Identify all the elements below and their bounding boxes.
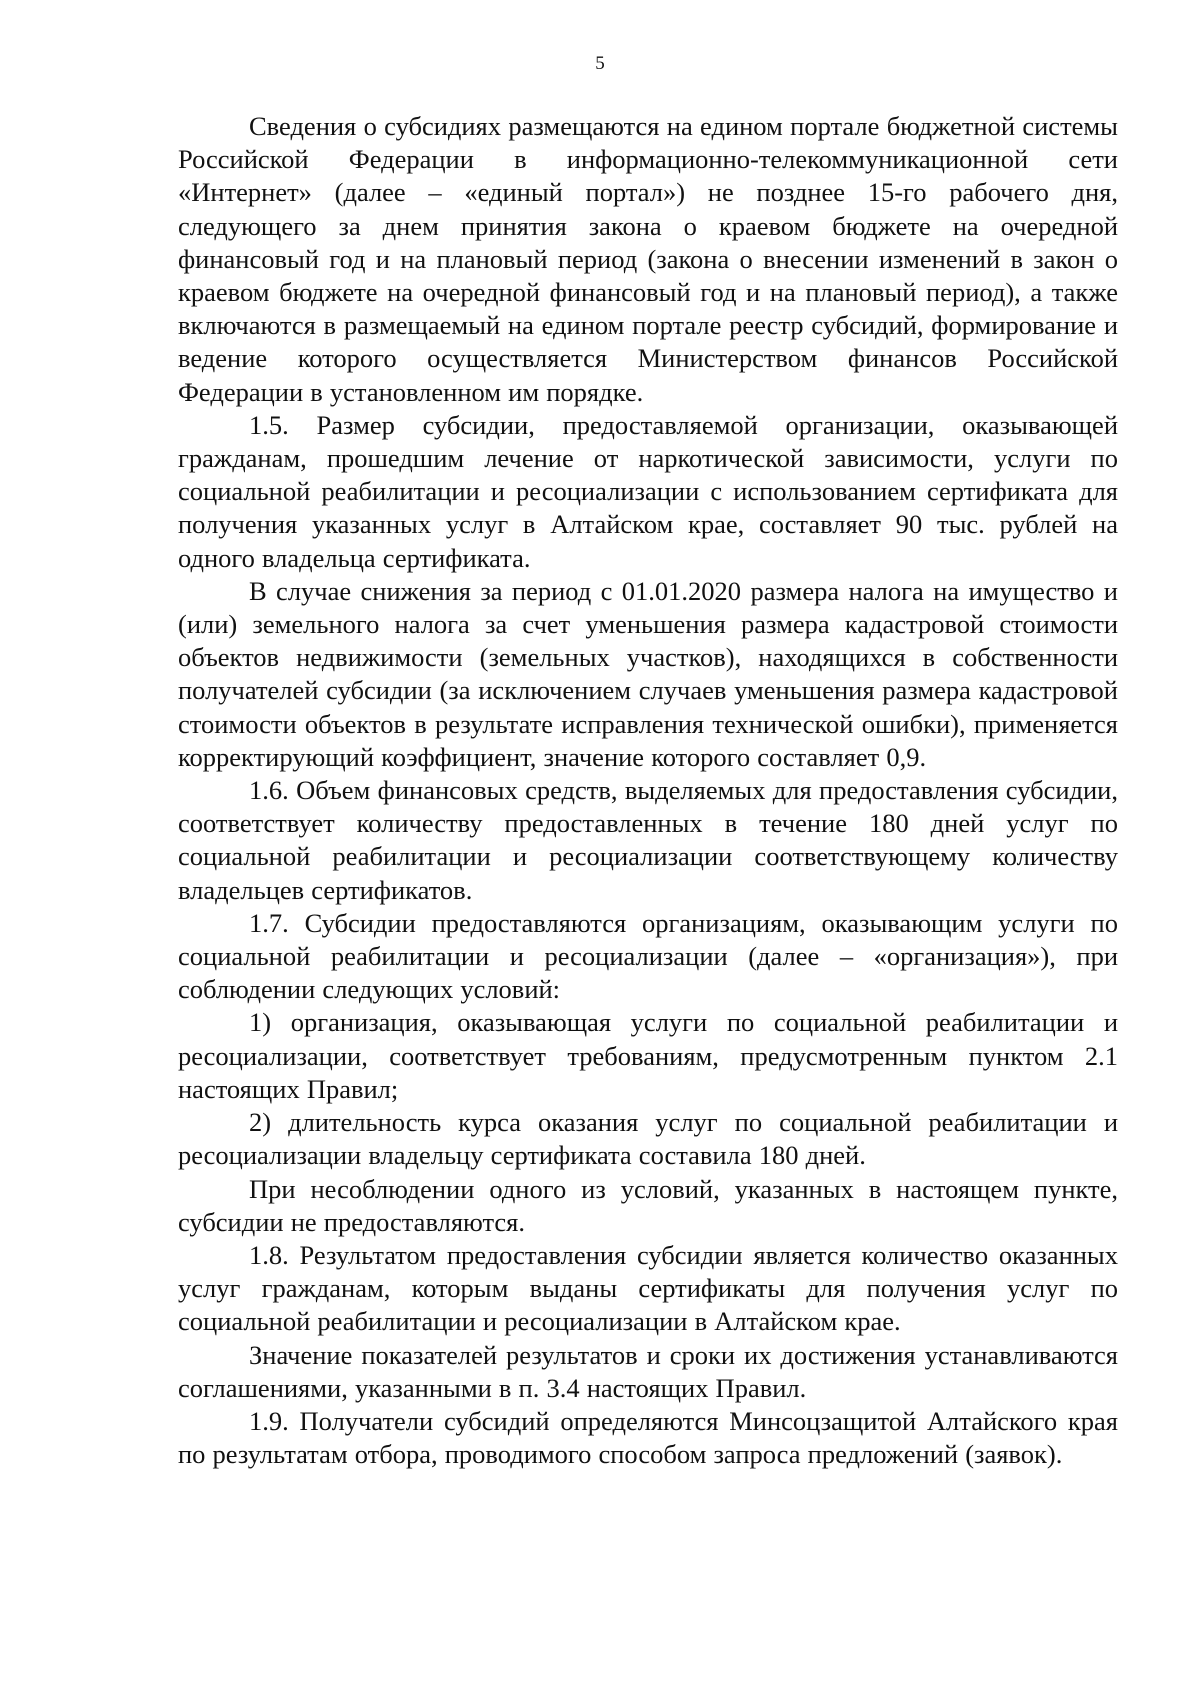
paragraph-condition-1: 1) организация, оказывающая услуги по социальной реабилитации и ресоциализации, соответствует требованиям, предусмотренным пунктом 2.1 настоящих Правил; (178, 1007, 1118, 1104)
paragraph-1-8-result: 1.8. Результатом предоставления субсидии является количество оказанных услуг гражданам, которым выданы сертификаты для получения услуг по социальной реабилитации и ресоциализации в Алтайском крае. (178, 1239, 1118, 1337)
paragraph-1-6-funding-volume: 1.6. Объем финансовых средств, выделяемых для предоставления субсидии, соответствует количеству предоставленных в течение 180 дней услуг по социальной реабилитации и ресоциализации соответствующему количеству владельцев сертификатов. (178, 775, 1118, 905)
paragraph-1-9-recipients: 1.9. Получатели субсидий определяются Минсоцзащитой Алтайского края по результатам отбора, проводимого способом запроса предложений (заявок). (178, 1405, 1118, 1470)
paragraph-1-7-conditions: 1.7. Субсидии предоставляются организациям, оказывающим услуги по социальной реабилитации и ресоциализации (далее – «организация»), при соблюдении следующих условий: (178, 907, 1118, 1005)
paragraph-1-5-subsidy-amount: 1.5. Размер субсидии, предоставляемой организации, оказывающей гражданам, прошедшим лечение от наркотической зависимости, услуги по социальной реабилитации и ресоциализации с использованием сертификата для получения указанных услуг в Алтайском крае, составляет 90 тыс. рублей на одного владельца сертификата. (178, 409, 1118, 573)
paragraph-condition-2: 2) длительность курса оказания услуг по социальной реабилитации и ресоциализации владельцу сертификата составила 180 дней. (178, 1107, 1118, 1171)
page-number: 5 (595, 53, 605, 74)
document-body (178, 110, 1118, 1471)
paragraph-indicators: Значение показателей результатов и сроки их достижения устанавливаются соглашениями, указанными в п. 3.4 настоящих Правил. (178, 1339, 1118, 1403)
paragraph-non-compliance: При несоблюдении одного из условий, указанных в настоящем пункте, субсидии не предоставляются. (178, 1173, 1118, 1237)
paragraph-correction-coefficient: В случае снижения за период с 01.01.2020 размера налога на имущество и (или) земельного налога за счет уменьшения размера кадастровой стоимости объектов недвижимости (земельных участков), находящихся в собственности получателей субсидии (за исключением случаев уменьшения размера кадастровой стоимости объектов в результате исправления технической ошибки), применяется корректирующий коэффициент, значение которого составляет 0,9. (178, 575, 1118, 772)
paragraph-subsidy-info-publication: Сведения о субсидиях размещаются на едином портале бюджетной системы Российской Федерации в информационно-телекоммуникационной сети «Интернет» (далее – «единый портал») не позднее 15-го рабочего дня, следующего за днем принятия закона о краевом бюджете на очередной финансовый год и на плановый период (закона о внесении изменений в закон о краевом бюджете на очередной финансовый год и на плановый период), а также включаются в размещаемый на едином портале реестр субсидий, формирование и ведение которого осуществляется Министерством финансов Российской Федерации в установленном им порядке. (178, 111, 1118, 407)
